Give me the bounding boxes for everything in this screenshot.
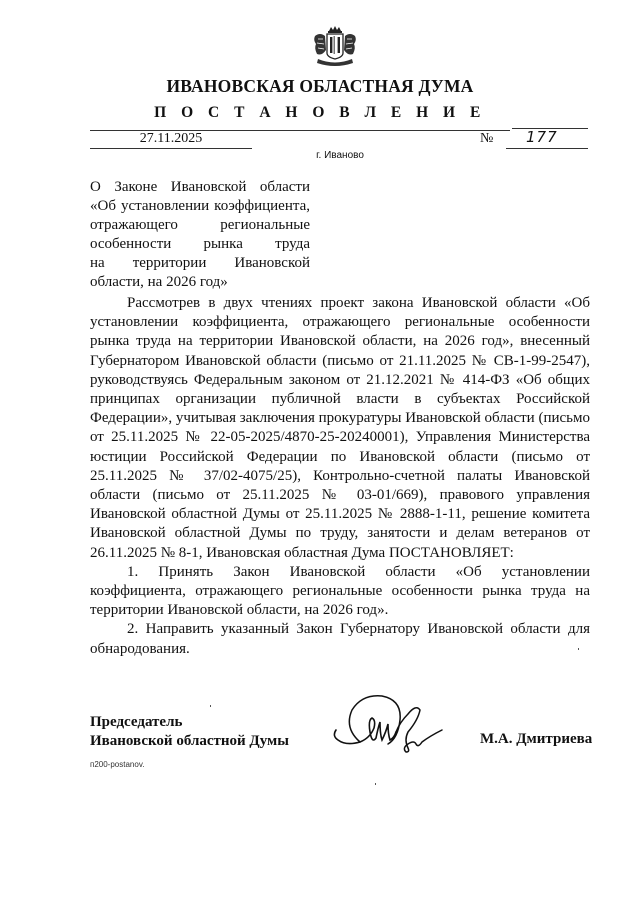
number-underline — [506, 148, 588, 149]
resolution-item-2: 2. Направить указанный Закон Губернатору Ивановской области для обнародования. — [90, 621, 590, 657]
organization-title: ИВАНОВСКАЯ ОБЛАСТНАЯ ДУМА — [166, 76, 474, 96]
coat-of-arms-emblem — [312, 26, 358, 68]
signatory-title-line-1: Председатель — [90, 714, 183, 730]
document-subject — [90, 178, 310, 292]
subject-line: области, на 2026 год» — [90, 274, 228, 290]
subject-line: на территории Ивановской — [90, 255, 310, 271]
subject-line: «Об установлении коэффициента, — [90, 198, 310, 214]
subject-line: особенности рынка труда — [90, 236, 310, 252]
document-date: 27.11.2025 — [139, 131, 203, 146]
number-sign: № — [480, 131, 494, 146]
handwritten-signature — [330, 692, 455, 760]
signatory-title — [90, 713, 289, 751]
scan-speck — [210, 705, 211, 707]
subject-line: О Законе Ивановской области — [90, 179, 310, 195]
preamble-paragraph: Рассмотрев в двух чтениях проект закона Ивановской области «Об установлении коэффициента, отражающего региональные особенности рынка труда на территории Ивановской области, на 2026 год», внесенный Губернатором Ивановской области (письмо от 21.11.2025 № СВ-1-99-2547), руководствуясь Федеральным законом от 21.12.2021 № 414-ФЗ «Об общих принципах организации публичной власти в субъектах Российской Федерации», учитывая заключения прокуратуры Ивановской области (письмо от 25.11.2025 № 22-05-2025/4870-25-20240001), Управления Министерства юстиции Российской Федерации по Ивановской области (письмо от 25.11.2025 № 37/02-4075/25), Контрольно-счетной палаты Ивановской области (письмо от 25.11.2025 № 03-01/669), правового управления Ивановской областной Думы от 25.11.2025 № 2888-1-11, решение комитета Ивановской областной Думы по труду, занятости и делам ветеранов от 26.11.2025 № 8-1, Ивановская областная Дума ПОСТАНОВЛЯЕТ: — [90, 295, 590, 561]
date-underline — [90, 148, 252, 149]
signatory-title-line-2: Ивановской областной Думы — [90, 733, 289, 749]
resolution-item-1: 1. Принять Закон Ивановской области «Об установлении коэффициента, отражающего региональные особенности рынка труда на территории Ивановской области, на 2026 год». — [90, 563, 590, 619]
document-type: П О С Т А Н О В Л Е Н И Е — [154, 104, 486, 121]
scan-speck — [375, 783, 376, 785]
signatory-name: М.А. Дмитриева — [480, 731, 593, 747]
footer-code: п200-postanov. — [90, 760, 145, 769]
document-body — [90, 294, 590, 659]
scan-speck — [578, 648, 579, 650]
document-number: 177 — [526, 128, 558, 146]
subject-line: отражающего региональные — [90, 217, 310, 233]
city-label: г. Иваново — [316, 150, 364, 161]
